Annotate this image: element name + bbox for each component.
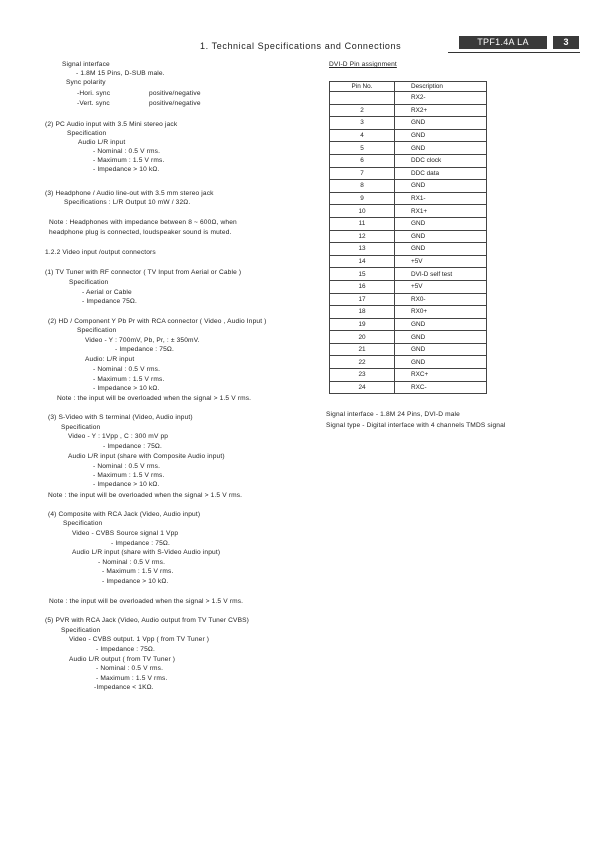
pin-number-cell: 10 <box>330 205 395 218</box>
pin-description-cell: RX1- <box>395 192 487 205</box>
pin-number-cell: 6 <box>330 154 395 167</box>
pin-number-cell: 22 <box>330 356 395 369</box>
note: Note : the input will be overloaded when the signal > 1.5 V rms. <box>49 598 244 605</box>
pin-description-cell: GND <box>395 142 487 155</box>
page-number: 3 <box>553 36 579 49</box>
table-row <box>330 293 487 306</box>
table-row <box>330 92 487 105</box>
pin-description-cell: +5V <box>395 280 487 293</box>
table-row <box>330 167 487 180</box>
pin-number-cell: 24 <box>330 381 395 394</box>
section-heading: (2) HD / Component Y Pb Pr with RCA connector ( Video , Audio Input ) <box>48 318 267 325</box>
spec-line: Specification <box>69 279 109 286</box>
spec-line: - Impedance : 75Ω. <box>115 346 174 353</box>
spec-line: positive/negative <box>149 100 201 107</box>
page-title: 1. Technical Specifications and Connections <box>200 41 402 51</box>
pin-description-cell: DDC data <box>395 167 487 180</box>
table-row <box>330 129 487 142</box>
spec-line: Video - Y : 1Vpp , C : 300 mV pp <box>68 433 169 440</box>
spec-line: - Maximum : 1.5 V rms. <box>93 157 165 164</box>
spec-line: Video - CVBS Source signal 1 Vpp <box>72 530 179 537</box>
pin-description-cell: RX2+ <box>395 104 487 117</box>
spec-line: - Impedance : 75Ω. <box>103 443 162 450</box>
pin-description-cell: RX2- <box>395 92 487 105</box>
pin-number-cell: 11 <box>330 217 395 230</box>
pin-number-cell: 15 <box>330 268 395 281</box>
pin-number-cell: 17 <box>330 293 395 306</box>
signal-type: Signal type - Digital interface with 4 channels TMDS signal <box>326 422 506 429</box>
pin-number-cell: 4 <box>330 129 395 142</box>
spec-line: Signal interface <box>62 61 110 68</box>
spec-line: - Impedance > 10 kΩ. <box>93 166 160 173</box>
spec-line: - 1.8M 15 Pins, D-SUB male. <box>76 70 165 77</box>
section-heading: (1) TV Tuner with RF connector ( TV Input from Aerial or Cable ) <box>45 269 242 276</box>
pin-description-cell: GND <box>395 230 487 243</box>
table-row <box>330 117 487 130</box>
table-header-row <box>330 82 487 92</box>
spec-line: - Nominal : 0.5 V rms. <box>93 148 161 155</box>
dvi-pin-table <box>329 81 487 394</box>
pin-description-cell: GND <box>395 343 487 356</box>
pin-number-cell: 3 <box>330 117 395 130</box>
subsection-heading: 1.2.2 Video input /output connectors <box>45 249 156 256</box>
table-row <box>330 205 487 218</box>
spec-line: - Maximum : 1.5 V rms. <box>93 376 165 383</box>
pin-number-cell: 13 <box>330 243 395 256</box>
spec-line: - Nominal : 0.5 V rms. <box>98 559 166 566</box>
pin-number-cell: 23 <box>330 369 395 382</box>
table-row <box>330 192 487 205</box>
table-row <box>330 243 487 256</box>
pin-description-cell: GND <box>395 180 487 193</box>
pin-description-cell: +5V <box>395 255 487 268</box>
spec-line: -Vert. sync <box>77 100 110 107</box>
pin-description-cell: RX0+ <box>395 306 487 319</box>
pin-number-cell <box>330 92 395 105</box>
spec-line: Specification <box>63 520 103 527</box>
spec-line: - Nominal : 0.5 V rms. <box>93 463 161 470</box>
pin-description-cell: RX0- <box>395 293 487 306</box>
note: headphone plug is connected, loudspeaker sound is muted. <box>49 229 232 236</box>
pin-description-cell: GND <box>395 356 487 369</box>
pin-number-cell: 12 <box>330 230 395 243</box>
pin-description-cell: GND <box>395 331 487 344</box>
spec-line: Audio L/R output ( from TV Tuner ) <box>69 656 176 663</box>
model-label: TPF1.4A LA <box>459 36 547 49</box>
pin-number-cell: 8 <box>330 180 395 193</box>
pin-description-cell: RXC- <box>395 381 487 394</box>
table-row <box>330 280 487 293</box>
spec-line: - Maximum : 1.5 V rms. <box>102 568 174 575</box>
pin-description-cell: RX1+ <box>395 205 487 218</box>
pin-number-cell: 7 <box>330 167 395 180</box>
section-heading: (2) PC Audio input with 3.5 Mini stereo jack <box>45 121 178 128</box>
spec-line: Sync polarity <box>66 79 106 86</box>
header-rule <box>448 52 580 53</box>
section-heading: (3) S-Video with S terminal (Video, Audio input) <box>48 414 193 421</box>
pin-number-cell: 14 <box>330 255 395 268</box>
spec-line: -Impedance < 1KΩ. <box>94 684 154 691</box>
spec-line: Video - Y : 700mV, Pb, Pr, : ± 350mV. <box>85 337 200 344</box>
table-row <box>330 180 487 193</box>
spec-line: Audio L/R input <box>78 139 126 146</box>
section-heading: (4) Composite with RCA Jack (Video, Audio input) <box>48 511 201 518</box>
table-row <box>330 318 487 331</box>
table-row <box>330 104 487 117</box>
spec-line: Specifications : L/R Output 10 mW / 32Ω. <box>64 199 191 206</box>
note: Note : the input will be overloaded when the signal > 1.5 V rms. <box>57 395 252 402</box>
pin-description-cell: GND <box>395 129 487 142</box>
pin-description-cell: GND <box>395 117 487 130</box>
pin-number-cell: 19 <box>330 318 395 331</box>
spec-line: - Nominal : 0.5 V rms. <box>96 665 164 672</box>
pin-description-cell: GND <box>395 217 487 230</box>
column-header: Description <box>395 82 487 92</box>
spec-line: Specification <box>61 627 101 634</box>
spec-line: Specification <box>61 424 101 431</box>
table-row <box>330 356 487 369</box>
column-header: Pin No. <box>330 82 395 92</box>
pin-description-cell: RXC+ <box>395 369 487 382</box>
spec-line: -Hori. sync <box>77 90 111 97</box>
table-row <box>330 217 487 230</box>
spec-line: - Impedance > 10 kΩ. <box>102 578 169 585</box>
section-heading: (3) Headphone / Audio line-out with 3.5 mm stereo jack <box>45 190 214 197</box>
table-row <box>330 154 487 167</box>
section-heading: (5) PVR with RCA Jack (Video, Audio output from TV Tuner CVBS) <box>45 617 250 624</box>
pin-number-cell: 18 <box>330 306 395 319</box>
pin-number-cell: 9 <box>330 192 395 205</box>
note: Note : the input will be overloaded when the signal > 1.5 V rms. <box>48 492 243 499</box>
spec-line: - Impedance : 75Ω. <box>96 646 155 653</box>
spec-line: - Aerial or Cable <box>82 289 132 296</box>
spec-line: Video - CVBS output. 1 Vpp ( from TV Tuner ) <box>69 636 210 643</box>
note: Note : Headphones with impedance between 8 ~ 600Ω, when <box>49 219 237 226</box>
table-row <box>330 306 487 319</box>
signal-interface: Signal interface - 1.8M 24 Pins, DVI-D male <box>326 411 460 418</box>
table-row <box>330 343 487 356</box>
table-row <box>330 142 487 155</box>
table-row <box>330 369 487 382</box>
pin-number-cell: 16 <box>330 280 395 293</box>
pin-number-cell: 5 <box>330 142 395 155</box>
pin-description-cell: DVI-D self test <box>395 268 487 281</box>
spec-line: - Impedance > 10 kΩ. <box>93 385 160 392</box>
spec-line: - Impedance 75Ω. <box>82 298 137 305</box>
table-row <box>330 230 487 243</box>
table-row <box>330 255 487 268</box>
spec-line: - Maximum : 1.5 V rms. <box>96 675 168 682</box>
table-row <box>330 268 487 281</box>
table-row <box>330 331 487 344</box>
spec-line: positive/negative <box>149 90 201 97</box>
spec-line: Specification <box>77 327 117 334</box>
spec-line: - Impedance > 10 kΩ. <box>93 481 160 488</box>
pin-description-cell: GND <box>395 243 487 256</box>
spec-line: - Nominal : 0.5 V rms. <box>93 366 161 373</box>
spec-line: - Maximum : 1.5 V rms. <box>93 472 165 479</box>
spec-line: Specification <box>67 130 107 137</box>
pin-description-cell: DDC clock <box>395 154 487 167</box>
table-row <box>330 381 487 394</box>
pin-description-cell: GND <box>395 318 487 331</box>
spec-line: - Impedance : 75Ω. <box>111 540 170 547</box>
spec-line: Audio L/R input (share with S-Video Audio input) <box>72 549 221 556</box>
dvi-table-title: DVI-D Pin assignment <box>329 61 397 68</box>
pin-number-cell: 2 <box>330 104 395 117</box>
pin-number-cell: 21 <box>330 343 395 356</box>
pin-number-cell: 20 <box>330 331 395 344</box>
spec-line: Audio: L/R input <box>85 356 135 363</box>
spec-line: Audio L/R input (share with Composite Audio input) <box>68 453 225 460</box>
